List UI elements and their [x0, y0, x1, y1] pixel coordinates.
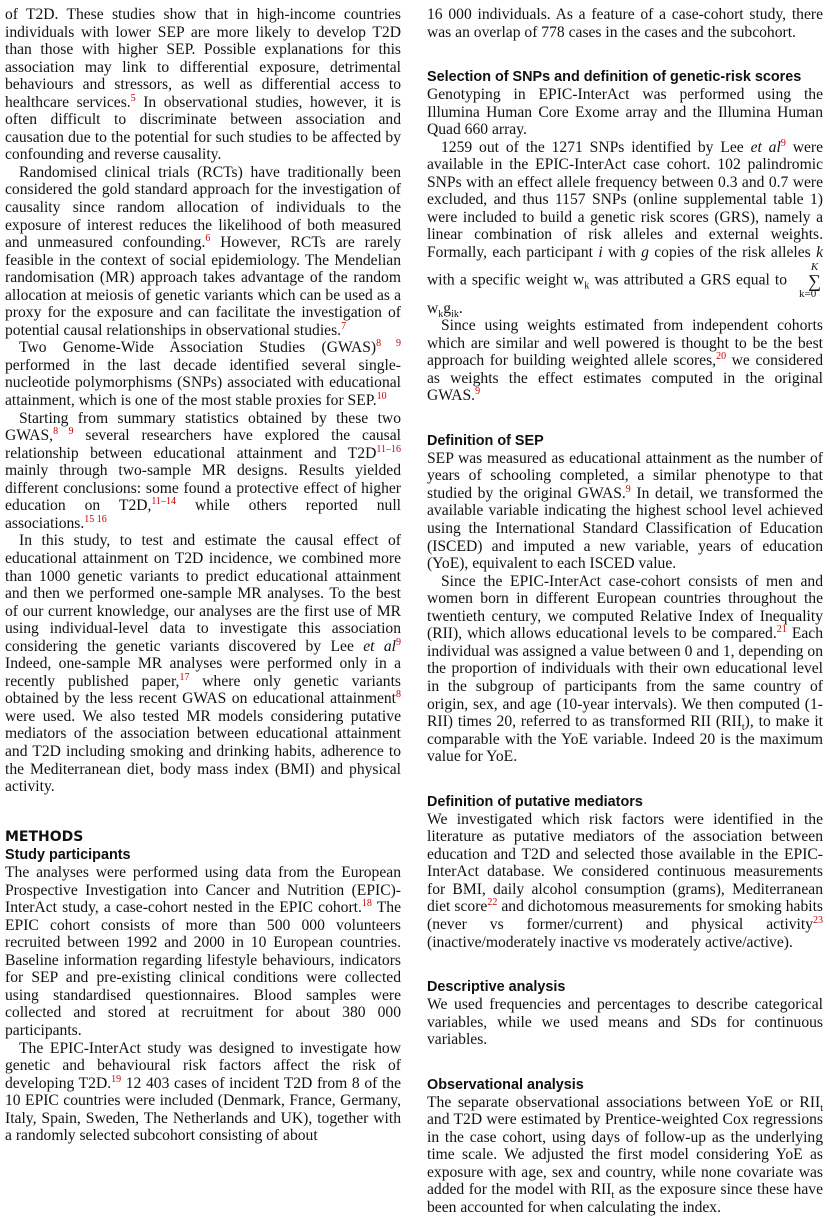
reference-9[interactable]: 9 — [396, 636, 401, 648]
reference-11-16[interactable]: 11–16 — [376, 443, 401, 455]
reference-9b[interactable]: 9 — [780, 137, 786, 149]
reference-15-16[interactable]: 15 16 — [84, 513, 107, 525]
descriptive-paragraph: We used frequencies and percentages to describe categorical variables, while we used means and SDs for continuous variables. — [427, 996, 823, 1049]
mediators-heading: Definition of putative mediators — [427, 793, 643, 810]
genotyping-paragraph: Genotyping in EPIC-InterAct was performed using the Illumina Human Core Exome array and the Illumina Human Quad 660 array. — [427, 86, 823, 139]
reference-20[interactable]: 20 — [716, 351, 727, 363]
reference-17[interactable]: 17 — [179, 671, 190, 683]
sep-paragraph-2: Since the EPIC-InterAct case-cohort consists of men and women born in different European countries throughout the twentieth century, we computed Relative Index of Inequality (RII), which allows educational levels to be compared.$^{21}$ Each individual was assigned a value between 0 and 1, depending on the proportion of individuals with their own educational level in the subgroup of participants from the same country of origin, sex, and age (10-year intervals). We then computed (1-RII) times 20, referred to as transformed RII $(RII_t)$, to make it comparable with the YoE variable. Indeed 20 is the maximum value for YoE. — [427, 572, 823, 766]
intro-paragraph-2: Randomised clinical trials (RCTs) have traditionally been considered the gold standard approach for the investigation of causality since random allocation of individuals to the exposure of interest reduces the likelihood of both measured and unmeasured confounding.$^6$ However, RCTs are rarely feasible in the context of social epidemiology. The Mendelian randomisation (MR) approach takes advantage of the random allocation at meiosis of genetic variants which can be used as a proxy for the exposure and can facilitate the investigation of potential causal relationships in observational studies.$^7$ — [5, 163, 401, 339]
grs-paragraph: 1259 out of the 1271 SNPs identified by Lee et $al^9$ were available in the EPIC-InterAct case cohort. 102 palindromic SNPs with an effect allele frequency between 0.3 and 0.7 were excluded, and thus 1157 SNPs (online supplemental table 1) were included to build a genetic risk scores (GRS), namely a linear combination of risk alleles and external weights. Formally, each participant i with g copies of the risk alleles k with a specific weight $w_k$ was attributed a GRS equal to K ∑ k=0 $w_kg_{ik}$. — [427, 137, 823, 320]
descriptive-analysis-heading: Descriptive analysis — [427, 979, 566, 996]
sep-definition-heading: Definition of SEP — [427, 432, 544, 449]
reference-9c[interactable]: 9 — [475, 386, 481, 398]
study-participants-heading: Study participants — [5, 847, 131, 864]
left-column — [5, 6, 401, 1145]
methods-paragraph-1: The analyses were performed using data from the European Prospective Investigation into Cancer and Nutrition (EPIC)-InterAct study, a case-cohort nested in the EPIC cohort.$^{18}$ The EPIC cohort consists of more than 500 000 volunteers recruited between 1992 and 2000 in 10 European countries. Baseline information regarding lifestyle behaviours, indicators for SEP and pre-existing clinical conditions were collected using standardised questionnaires. Blood samples were collected and stored at recruitment for about 380 000 participants. — [5, 864, 401, 1040]
summation-formula: K ∑ k=0 — [798, 260, 822, 300]
weights-paragraph: Since using weights estimated from independent cohorts which are similar and well powered is thought to be the best approach for building weighted allele scores,$^{20}$ we considered as weights the effect estimates computed in the original GWAS.$^9$ — [427, 317, 823, 405]
intro-paragraph-4: Starting from summary statistics obtained by these two GWAS,$^{8 9}$ several researchers have explored the causal relationship between educational attainment and $T2D^{11-16}$ mainly through two-sample MR designs. Results yielded different conclusions: some found a protective effect of higher education on T2D,$^{11-14}$ while others reported null associations.$^{15 16}$ — [5, 409, 402, 532]
snp-selection-heading: Selection of SNPs and definition of genetic-risk scores — [427, 69, 802, 86]
reference-7[interactable]: 7 — [341, 320, 347, 332]
reference-9d[interactable]: 9 — [625, 483, 631, 495]
mediators-paragraph: We investigated which risk factors were identified in the literature as putative mediators of the association between education and T2D and selected those available in the EPIC-InterAct database. We considered continuous measurements for BMI, daily alcohol consumption (grams), Mediterranean diet score$^{22}$ and dichotomous measurements for smoking habits (never vs former/current) and physical activity$^{23}$ (inactive/moderately inactive vs moderately active/active). — [427, 810, 823, 951]
intro-paragraph-5: In this study, to test and estimate the causal effect of educational attainment on T2D incidence, we combined more than 1000 genetic variants to predict educational attainment and then we performed one-sample MR analyses. To the best of our current knowledge, our analyses are the first use of MR using individual-level data to investigate this association considering the genetic variants discovered by Lee et $al^9$ Indeed, one-sample MR analyses were performed only in a recently published paper,$^{17}$ where only genetic variants obtained by the less recent GWAS on educational attainment$^8$ were used. We also tested MR models considering putative mediators of the association between educational attainment and T2D including smoking and drinking habits, adherence to the Mediterranean diet, body mass index (BMI) and physical activity. — [5, 532, 401, 796]
sep-paragraph-1: SEP was measured as educational attainment as the number of years of schooling completed, a similar phenotype to that studied by the original GWAS.$^9$ In detail, we transformed the available variable indicating the highest school level achieved using the International Standard Classification of Education (ISCED) and imputed a new variable, years of education (YoE), equivalent to each ISCED value. — [427, 449, 824, 573]
reference-8-9[interactable]: 8 9 — [376, 338, 402, 350]
intro-paragraph-3: Two Genome-Wide Association Studies (GWAS)$^{8 9}$ performed in the last decade identified several single-nucleotide polymorphisms (SNPs) associated with educational attainment, which is one of the most stable proxies for SEP.$^{10}$ — [5, 338, 402, 410]
reference-5[interactable]: 5 — [130, 92, 136, 104]
reference-8[interactable]: 8 — [396, 689, 401, 701]
intro-paragraph-1: of T2D. These studies show that in high-income countries individuals with lower SEP are more likely to develop T2D than those with higher SEP. Possible explanations for this association may link to differential exposure, detrimental behaviours and stressors, as well as differential access to healthcare services.$^5$ In observational studies, however, it is often difficult to discriminate between association and causation due to the potential for such studies to be affected by confounding and reverse causality. — [5, 6, 402, 164]
reference-11-14[interactable]: 11–14 — [151, 496, 177, 508]
reference-19[interactable]: 19 — [111, 1073, 122, 1085]
methods-paragraph-2: The EPIC-InterAct study was designed to investigate how genetic and behavioural risk factors affect the risk of developing T2D.$^{19}$ 12 403 cases of incident T2D from 8 of the 10 EPIC countries were included (Denmark, France, Germany, Italy, Spain, Sweden, The Netherlands and UK), together with a randomly selected subcohort consisting of about — [5, 1039, 401, 1145]
reference-10[interactable]: 10 — [376, 390, 387, 402]
right-paragraph-1: 16 000 individuals. As a feature of a case-cohort study, there was an overlap of 778 cases in the cases and the subcohort. — [427, 6, 823, 41]
reference-18[interactable]: 18 — [361, 898, 372, 910]
reference-23[interactable]: 23 — [813, 914, 823, 926]
observational-analysis-heading: Observational analysis — [427, 1076, 584, 1093]
reference-6[interactable]: 6 — [205, 232, 211, 244]
right-column — [427, 6, 823, 1217]
reference-22[interactable]: 22 — [487, 897, 498, 909]
methods-heading: METHODS — [5, 828, 84, 845]
reference-8-9b[interactable]: 8 9 — [53, 425, 74, 437]
reference-21[interactable]: 21 — [776, 624, 787, 636]
observational-paragraph: The separate observational associations between YoE or $RII_t$ and T2D were estimated by Prentice-weighted Cox regressions in the case cohort, using days of follow-up as the underlying time scale. We adjusted the first model considering YoE as exposure with age, sex and country, while none covariate was added for the model with $RII_t$ as the exposure since these have been accounted for when calculating the index. — [427, 1093, 823, 1216]
